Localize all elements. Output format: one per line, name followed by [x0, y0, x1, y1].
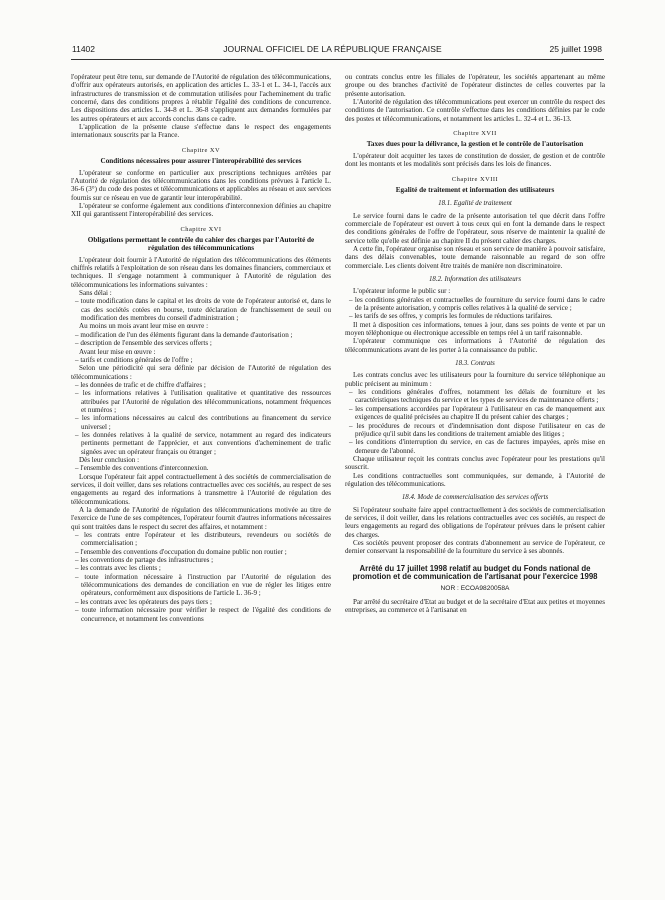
list-item: – les conditions générales et contractuelles de fourniture du service fourni dans le cadre de la présente autorisation, y compris celles relatives à la qualité de service ;	[345, 296, 605, 313]
list-item: – les procédures de recours et d'indemnisation dont dispose l'utilisateur en cas de préjudice qu'il subit dans les conditions de traitement amiable des litiges ;	[345, 422, 605, 439]
section-heading: 18.2. Information des utilisateurs	[428, 276, 522, 283]
list-heading: Dès leur conclusion :	[79, 455, 140, 464]
chapter-title: Obligations permettant le contrôle du cahier des charges par l'Autorité de régulation des télécommunications	[87, 235, 315, 253]
list-item: – l'ensemble des conventions d'interconnexion.	[71, 464, 331, 472]
left-column	[71, 73, 331, 623]
list-heading: Sans délai :	[79, 289, 112, 298]
nor-reference: NOR : ECOA9820058A	[440, 585, 510, 593]
list-item: – toute modification dans le capital et les droits de vote de l'opérateur autorisé et, dans le cas des sociétés cotées en bourse, toute déclaration de franchissement de seuil ou modification des membres du conseil d'administration ;	[71, 297, 331, 322]
list-heading: Avant leur mise en œuvre :	[79, 347, 156, 356]
paragraph: L'opérateur doit fournir à l'Autorité de régulation des télécommunications des éléments chiffrés relatifs à l'exploitation de son réseau dans les domaines financiers, commerciaux et techniques. Il s'engage notamment à communiquer à l'Autorité de régulation des télécommunications les informations suivantes :	[71, 255, 331, 289]
paragraph: Le service fourni dans le cadre de la présente autorisation tel que décrit dans l'offre commerciale de l'opérateur est ouvert à tous ceux qui en font la demande dans le respect des conditions générales de l'offre de l'opérateur, sous réserve de maintenir la qualité de service telle qu'elle est définie au chapitre II du présent cahier des charges.	[345, 211, 605, 245]
list-item: – les contrats avec les clients ;	[71, 564, 331, 572]
paragraph: L'opérateur se conforme en particulier aux prescriptions techniques arrêtées par l'Autorité de régulation des télécommunications dans les conditions prévues à l'article L. 36-6 (3°) du code des postes et télécommunications et applicables au réseau et aux services fournis sur ce réseau en vue de garantir leur interopérabilité.	[71, 168, 331, 202]
list-item: – les contrats avec les opérateurs des pays tiers ;	[71, 598, 331, 606]
list-item: – modification de l'un des éléments figurant dans la demande d'autorisation ;	[71, 331, 331, 339]
chapter-heading: Chapitre XVI	[180, 225, 222, 233]
list-item: – les tarifs de ses offres, y compris les formules de réductions tarifaires.	[345, 312, 605, 320]
section-heading: 18.4. Mode de commercialisation des services offerts	[401, 494, 549, 502]
paragraph: l'opérateur peut être tenu, sur demande de l'Autorité de régulation des télécommunications, d'offrir aux opérateurs autorisés, en application des articles L. 33-1 et L. 34-1, l'accès aux infrastructures de transmission et de commutation utilisées pour l'acheminement du trafic concerné, dans des conditions propres à rétablir l'égalité des conditions de concurrence. Les dispositions des articles L. 34-8 et L. 36-8 s'appliquent aux demandes formulées par les autres opérateurs et aux accords conclus dans ce cadre.	[71, 73, 331, 123]
paragraph: Il met à disposition ces informations, tenues à jour, dans ses points de vente et par un moyen téléphonique ou électronique accessible en temps réel à un tarif raisonnable.	[345, 320, 605, 338]
chapter-title: Egalité de traitement et information des utilisateurs	[395, 185, 555, 194]
list-item: – les informations relatives à l'utilisation qualitative et quantitative des ressources attribuées par l'Autorité de régulation des télécommunications, notamment fréquences et numéros ;	[71, 389, 331, 414]
section-heading: 18.3. Contrats	[455, 360, 495, 368]
paragraph: Lorsque l'opérateur fait appel contractuellement à des sociétés de commercialisation de services, il doit veiller, dans ses relations contractuelles avec ces sociétés, au respect de ses engagements au regard des informations à transmettre à l'Autorité de régulation des télécommunications.	[71, 472, 331, 506]
paragraph: Chaque utilisateur reçoit les contrats conclus avec l'opérateur pour les prestations qu'il souscrit.	[345, 454, 605, 472]
paragraph: L'opérateur informe le public sur :	[353, 287, 451, 296]
paragraph: Par arrêté du secrétaire d'Etat au budget et de la secrétaire d'Etat aux petites et moyennes entreprises, au commerce et à l'artisanat en	[345, 597, 605, 614]
decree-title: Arrêté du 17 juillet 1998 relatif au budget du Fonds national de promotion et de communication de l'artisanat pour l'exercice 1998	[352, 563, 598, 582]
paragraph: ou contrats conclus entre les filiales de l'opérateur, les sociétés appartenant au même groupe ou des branches d'activité de l'opérateur distinctes de celles couvertes par la présente autorisation.	[345, 73, 605, 98]
paragraph: A la demande de l'Autorité de régulation des télécommunications motivée au titre de l'exercice de l'une de ses compétences, l'opérateur fournit d'autres informations nécessaires qui sont traitées dans le respect du secret des affaires, et notamment :	[71, 506, 331, 531]
list-item: – les compensations accordées par l'opérateur à l'utilisateur en cas de manquement aux exigences de qualité précisées au chapitre II du présent cahier des charges ;	[345, 405, 605, 422]
list-item: – description de l'ensemble des services offerts ;	[71, 339, 331, 347]
list-item: – tarifs et conditions générales de l'offre ;	[71, 356, 331, 364]
paragraph: L'Autorité de régulation des télécommunications peut exercer un contrôle du respect des conditions de l'autorisation. Ce contrôle s'effectue dans les conditions définies par le code des postes et télécommunications, et notamment les articles L. 32-4 et L. 36-13.	[345, 98, 605, 123]
chapter-title: Taxes dues pour la délivrance, la gestion et le contrôle de l'autorisation	[366, 140, 584, 149]
header-rule	[71, 59, 604, 60]
paragraph: L'opérateur doit acquitter les taxes de constitution de dossier, de gestion et de contrôle dont les montants et les modalités sont précisés dans les lois de finances.	[345, 151, 605, 169]
list-item: – toute information nécessaire à l'instruction par l'Autorité de régulation des télécommunications des demandes de conciliation en vue de régler les litiges entre opérateurs, conformément aux dispositions de l'article L. 36-9 ;	[71, 573, 331, 598]
chapter-heading: Chapitre XVII	[453, 130, 497, 138]
journal-title: JOURNAL OFFICIEL DE LA RÉPUBLIQUE FRANÇAISE	[223, 44, 442, 54]
page-number: 11402	[72, 44, 96, 54]
list-item: – les conditions d'interruption du service, en cas de factures impayées, après mise en demeure de l'abonné.	[345, 438, 605, 455]
list-item: – toute information nécessaire pour vérifier le respect de l'égalité des conditions de concurrence, et notamment les conventions	[71, 606, 331, 623]
paragraph: A cette fin, l'opérateur organise son réseau et son service de manière à pouvoir satisfaire, dans des délais convenables, toute demande raisonnable au regard de son offre commerciale. Les clients doivent être traités de manière non discriminatoire.	[345, 244, 605, 270]
list-item: – les conditions générales d'offres, notamment les délais de fourniture et les caractéristiques techniques du service et les types de services de maintenance offerts ;	[345, 388, 605, 405]
list-item: – les données relatives à la qualité de service, notamment au regard des indicateurs pertinents permettant de l'apprécier, et aux conventions d'acheminement de trafic signées avec un opérateur français ou étranger ;	[71, 431, 331, 456]
list-heading: Au moins un mois avant leur mise en œuvre :	[79, 322, 209, 331]
paragraph: Si l'opérateur souhaite faire appel contractuellement à des sociétés de commercialisation de services, il doit veiller, dans les relations contractuelles avec ces sociétés, au respect de leurs engagements au regard des obligations de l'opérateur prévues dans le présent cahier des charges.	[345, 505, 605, 539]
list-item: – l'ensemble des conventions d'occupation du domaine public non routier ;	[71, 548, 331, 556]
chapter-heading: Chapitre XVIII	[451, 175, 499, 183]
paragraph: Ces sociétés peuvent proposer des contrats d'abonnement au service de l'opérateur, ce dernier conservant la responsabilité de la fourniture du service à ses abonnés.	[345, 538, 605, 556]
paragraph: L'opérateur se conforme également aux conditions d'interconnexion définies au chapitre XII qui garantissent l'interopérabilité des services.	[71, 201, 331, 219]
list-item: – les informations nécessaires au calcul des contributions au financement du service universel ;	[71, 414, 331, 431]
right-column	[345, 73, 605, 614]
chapter-heading: Chapitre XV	[181, 146, 221, 154]
paragraph: L'opérateur communique ces informations à l'Autorité de régulation des télécommunications avant de les porter à la connaissance du public.	[345, 337, 605, 354]
paragraph: L'application de la présente clause s'effectue dans le respect des engagements internationaux souscrits par la France.	[71, 123, 331, 140]
section-heading: 18.1. Egalité de traitement	[438, 200, 512, 208]
paragraph: Les conditions contractuelles sont communiquées, sur demande, à l'Autorité de régulation des télécommunications.	[345, 471, 605, 488]
list-heading: Selon une périodicité qui sera définie par décision de l'Autorité de régulation des télécommunications :	[71, 364, 331, 381]
list-item: – les conventions de partage des infrastructures ;	[71, 556, 331, 564]
issue-date: 25 juillet 1998	[549, 44, 602, 54]
list-item: – les contrats entre l'opérateur et les distributeurs, revendeurs ou sociétés de commercialisation ;	[71, 531, 331, 548]
paragraph: Les contrats conclus avec les utilisateurs pour la fourniture du service téléphonique au public précisent au minimum :	[345, 371, 605, 388]
list-item: – les données de trafic et de chiffre d'affaires ;	[71, 381, 331, 389]
chapter-title: Conditions nécessaires pour assurer l'interopérabilité des services	[100, 157, 302, 166]
